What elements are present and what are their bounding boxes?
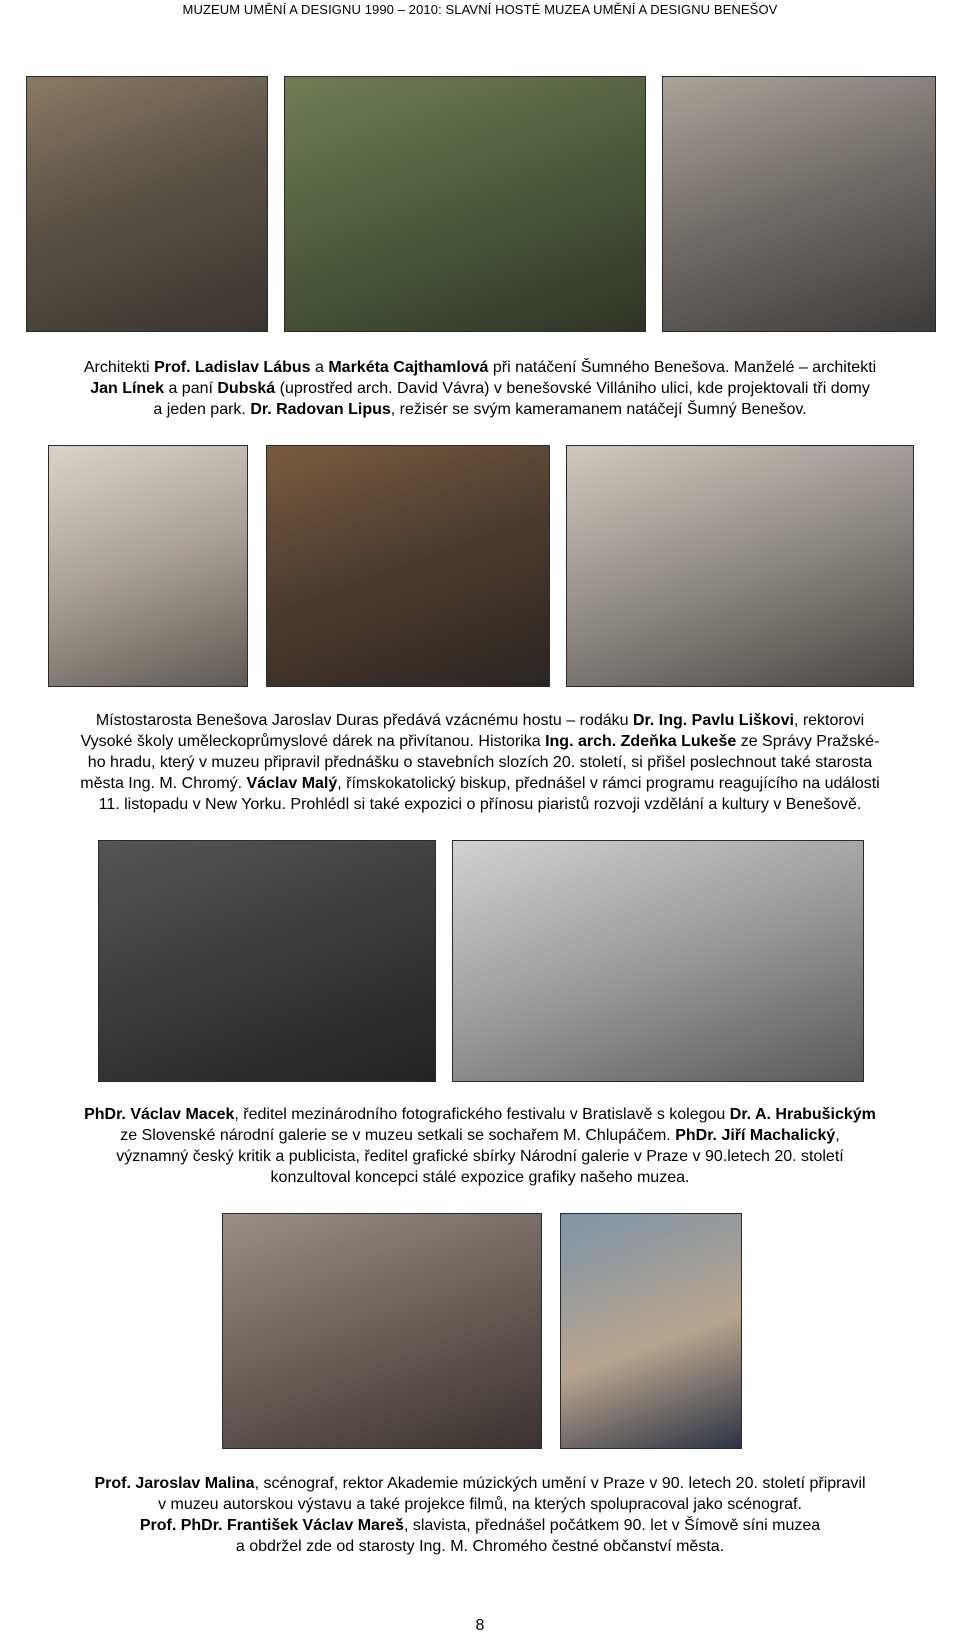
photo-gallery-trio <box>98 840 436 1082</box>
name-highlight: Dr. Ing. Pavlu Liškovi <box>632 712 794 729</box>
caption-text: Místostarosta Benešova Jaroslav Duras předává vzácnému hostu – rodáku <box>95 712 633 729</box>
caption-1-line-3 <box>0 399 960 420</box>
name-highlight: Prof. Ladislav Lábus <box>154 359 311 376</box>
caption-4-line-4 <box>0 1536 960 1557</box>
caption-1 <box>0 357 960 420</box>
caption-3-line-4 <box>0 1167 960 1188</box>
name-highlight: Jan Línek <box>90 380 164 397</box>
caption-3-line-2 <box>0 1125 960 1146</box>
caption-text: , slavista, přednášel počátkem 90. let v Šímově síni muzea <box>403 1517 821 1534</box>
photo-exhibition-visit <box>566 445 914 687</box>
caption-text: významný český kritik a publicista, ředitel grafické sbírky Národní galerie v Praze v 90.letech 20. století <box>116 1148 844 1165</box>
caption-text: a obdržel zde od starosty Ing. M. Chromého čestné občanství města. <box>235 1538 725 1555</box>
caption-1-line-1 <box>0 357 960 378</box>
caption-text: při natáčení Šumného Benešova. Manželé – architekti <box>488 359 877 376</box>
caption-2-line-2 <box>0 731 960 752</box>
caption-text: 11. listopadu v New Yorku. Prohlédl si také expozici o přínosu piaristů rozvoji vzdělání a kultury v Benešově. <box>98 796 862 813</box>
name-highlight: Václav Malý <box>246 775 338 792</box>
caption-text: (uprostřed arch. David Vávra) v benešovské Villániho ulici, kde projektovali tři domy <box>275 380 870 397</box>
caption-2 <box>0 710 960 815</box>
caption-text: ze Slovenské národní galerie se v muzeu setkali se sochařem M. Chlupáčem. <box>120 1127 676 1144</box>
caption-4-line-2 <box>0 1494 960 1515</box>
caption-2-line-5 <box>0 794 960 815</box>
caption-3-line-1 <box>0 1104 960 1125</box>
caption-text: , <box>835 1127 840 1144</box>
photo-reception-group <box>222 1213 542 1449</box>
running-header: MUZEUM UMĚNÍ A DESIGNU 1990 – 2010: SLAVNÍ HOSTÉ MUZEA UMĚNÍ A DESIGNU BENEŠOV <box>182 2 778 17</box>
caption-text: , scénograf, rektor Akademie múzických umění v Praze v 90. letech 20. století připravil <box>254 1475 866 1492</box>
caption-text: Architekti <box>83 359 155 376</box>
caption-text: , rektorovi <box>793 712 865 729</box>
photo-film-crew <box>662 76 936 332</box>
caption-3 <box>0 1104 960 1188</box>
name-highlight: Dr. A. Hrabušickým <box>729 1106 876 1123</box>
caption-text: Vysoké školy uměleckoprůmyslové dárek na přivítanou. Historika <box>80 733 546 750</box>
caption-text: , režisér se svým kameramanem natáčejí Šumný Benešov. <box>390 401 807 418</box>
caption-text: a <box>310 359 329 376</box>
caption-text: konzultoval koncepci stálé expozice grafiky našeho muzea. <box>270 1169 690 1186</box>
photo-gift-handover <box>48 445 248 687</box>
caption-1-line-2 <box>0 378 960 399</box>
caption-text: ze Správy Pražské- <box>736 733 880 750</box>
caption-text: , ředitel mezinárodního fotografického festivalu v Bratislavě s kolegou <box>234 1106 730 1123</box>
caption-text: a jeden park. <box>153 401 251 418</box>
caption-4-line-3 <box>0 1515 960 1536</box>
caption-text: a paní <box>164 380 218 397</box>
caption-2-line-1 <box>0 710 960 731</box>
name-highlight: Prof. PhDr. František Václav Mareš <box>139 1517 404 1534</box>
caption-text: ho hradu, který v muzeu připravil přednášku o stavebních slozích 20. století, si přišel poslechnout také starosta <box>87 754 873 771</box>
name-highlight: PhDr. Jiří Machalický <box>675 1127 836 1144</box>
name-highlight: Markéta Cajthamlová <box>328 359 489 376</box>
caption-text: města Ing. M. Chromý. <box>80 775 247 792</box>
photo-bench-group <box>284 76 646 332</box>
name-highlight: Dr. Radovan Lipus <box>250 401 391 418</box>
name-highlight: Prof. Jaroslav Malina <box>94 1475 255 1492</box>
caption-2-line-3 <box>0 752 960 773</box>
name-highlight: Dubská <box>217 380 276 397</box>
photo-cafe-table <box>452 840 864 1082</box>
caption-text: v muzeu autorskou výstavu a také projekce filmů, na kterých spolupracoval jako scénograf. <box>158 1496 802 1513</box>
name-highlight: PhDr. Václav Macek <box>84 1106 235 1123</box>
caption-4-line-1 <box>0 1473 960 1494</box>
name-highlight: Ing. arch. Zdeňka Lukeše <box>545 733 737 750</box>
page-number: 8 <box>475 1617 485 1634</box>
caption-2-line-4 <box>0 773 960 794</box>
caption-3-line-3 <box>0 1146 960 1167</box>
photo-portrait-painting <box>560 1213 742 1449</box>
photo-architects-street <box>26 76 268 332</box>
caption-text: , římskokatolický biskup, přednášel v rámci programu reagujícího na události <box>337 775 880 792</box>
caption-4 <box>0 1473 960 1557</box>
photo-two-guests <box>266 445 550 687</box>
